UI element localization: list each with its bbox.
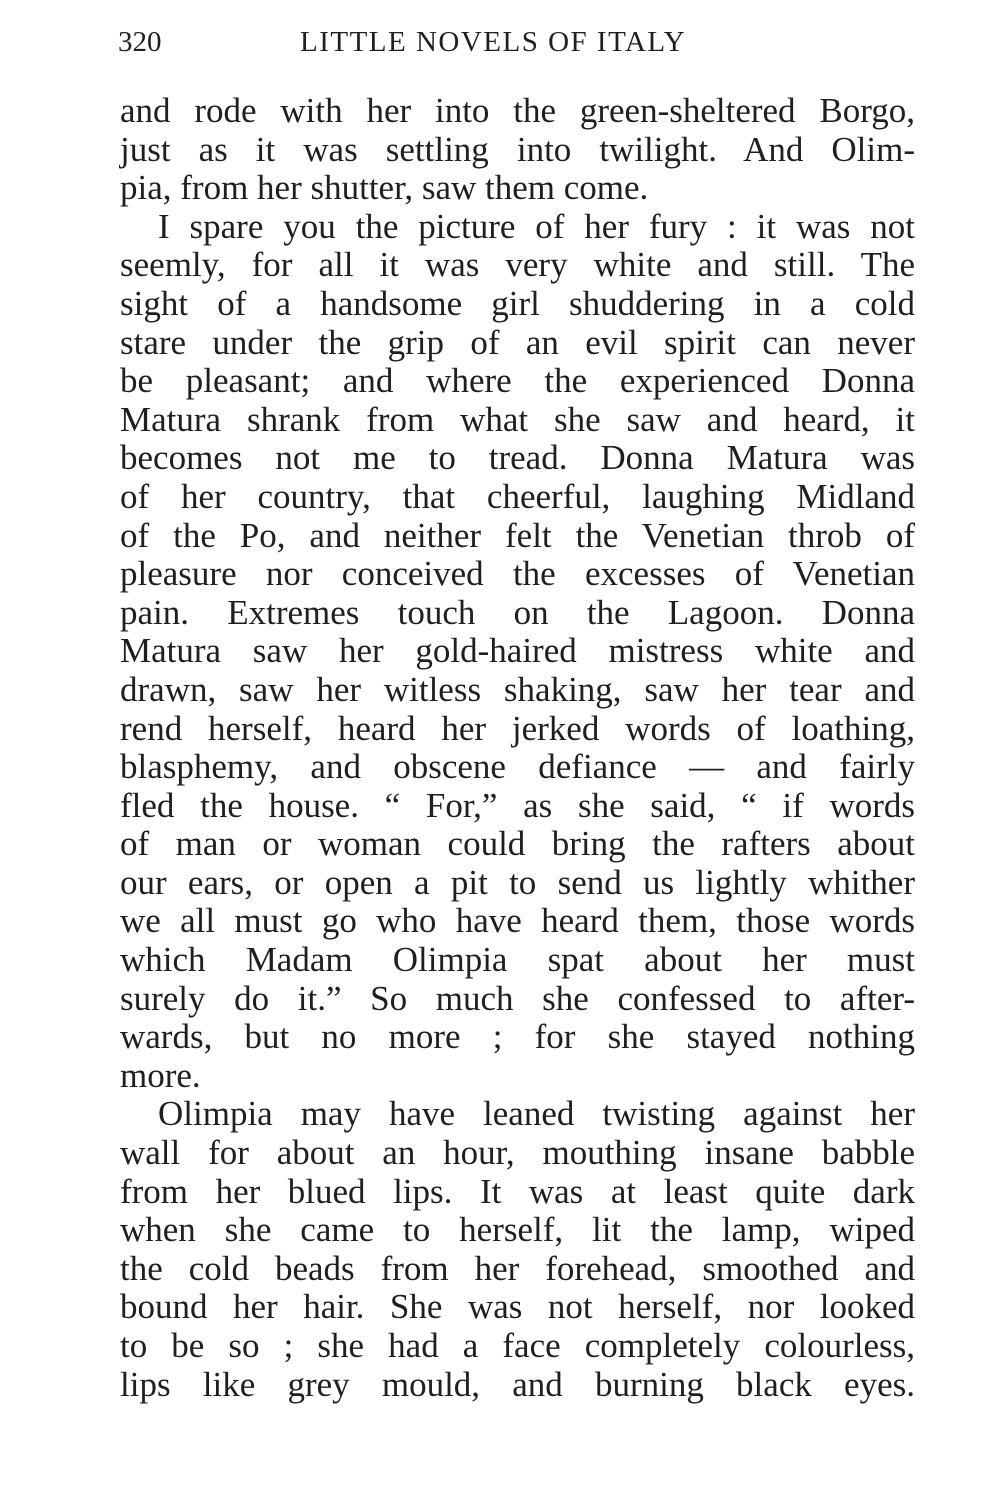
text-line: when she came to herself, lit the lamp, wiped — [120, 1210, 915, 1250]
text-line: seemly, for all it was very white and still. The — [120, 245, 915, 285]
text-line: just as it was settling into twilight. And Olim- — [120, 129, 915, 169]
text-line: Matura shrank from what she saw and heard, it — [120, 399, 915, 439]
text-line: blasphemy, and obscene defiance — and fairly — [120, 747, 915, 787]
text-line: fled the house. “ For,” as she said, “ if words — [120, 785, 915, 825]
text-line: bound her hair. She was not herself, nor looked — [120, 1287, 915, 1327]
text-line: wards, but no more ; for she stayed nothing — [120, 1017, 915, 1057]
text-line: I spare you the picture of her fury : it was not — [158, 206, 915, 246]
text-line: pia, from her shutter, saw them come. — [120, 168, 649, 208]
text-line: of her country, that cheerful, laughing Midland — [120, 476, 915, 516]
text-line: stare under the grip of an evil spirit can never — [120, 322, 915, 362]
body-text — [120, 92, 915, 1404]
text-line: becomes not me to tread. Donna Matura was — [120, 438, 915, 478]
text-line: Olimpia may have leaned twisting against her — [158, 1094, 915, 1134]
text-line: wall for about an hour, mouthing insane babble — [120, 1133, 915, 1173]
text-line: pain. Extremes touch on the Lagoon. Donna — [120, 592, 915, 632]
text-line: and rode with her into the green-sheltered Borgo, — [120, 91, 915, 130]
text-line: which Madam Olimpia spat about her must — [120, 940, 915, 980]
running-head — [118, 22, 918, 62]
text-line: to be so ; she had a face completely colourless, — [120, 1326, 915, 1365]
running-title: LITTLE NOVELS OF ITALY — [300, 26, 687, 58]
text-line: our ears, or open a pit to send us lightly whither — [120, 862, 915, 902]
text-line: surely do it.” So much she confessed to after- — [120, 978, 915, 1018]
text-line: be pleasant; and where the experienced Donna — [120, 361, 915, 401]
paragraph-1 — [120, 92, 915, 208]
text-line: we all must go who have heard them, those words — [120, 901, 915, 941]
text-line: rend herself, heard her jerked words of loathing, — [120, 708, 915, 748]
text-line: more. — [120, 1055, 201, 1095]
text-line: Matura saw her gold-haired mistress white and — [120, 631, 915, 671]
text-line: of man or woman could bring the rafters about — [120, 824, 915, 864]
page-number: 320 — [118, 26, 162, 58]
paragraph-3 — [120, 1095, 915, 1404]
text-line: the cold beads from her forehead, smoothed and — [120, 1248, 915, 1288]
text-line: pleasure nor conceived the excesses of Venetian — [120, 554, 915, 594]
text-line: from her blued lips. It was at least quite dark — [120, 1171, 915, 1211]
text-line: of the Po, and neither felt the Venetian throb of — [120, 515, 915, 555]
text-line: sight of a handsome girl shuddering in a cold — [120, 283, 915, 323]
text-line: lips like grey mould, and burning black eyes. — [120, 1364, 915, 1404]
paragraph-2 — [120, 208, 915, 1096]
text-line: drawn, saw her witless shaking, saw her tear and — [120, 669, 915, 709]
